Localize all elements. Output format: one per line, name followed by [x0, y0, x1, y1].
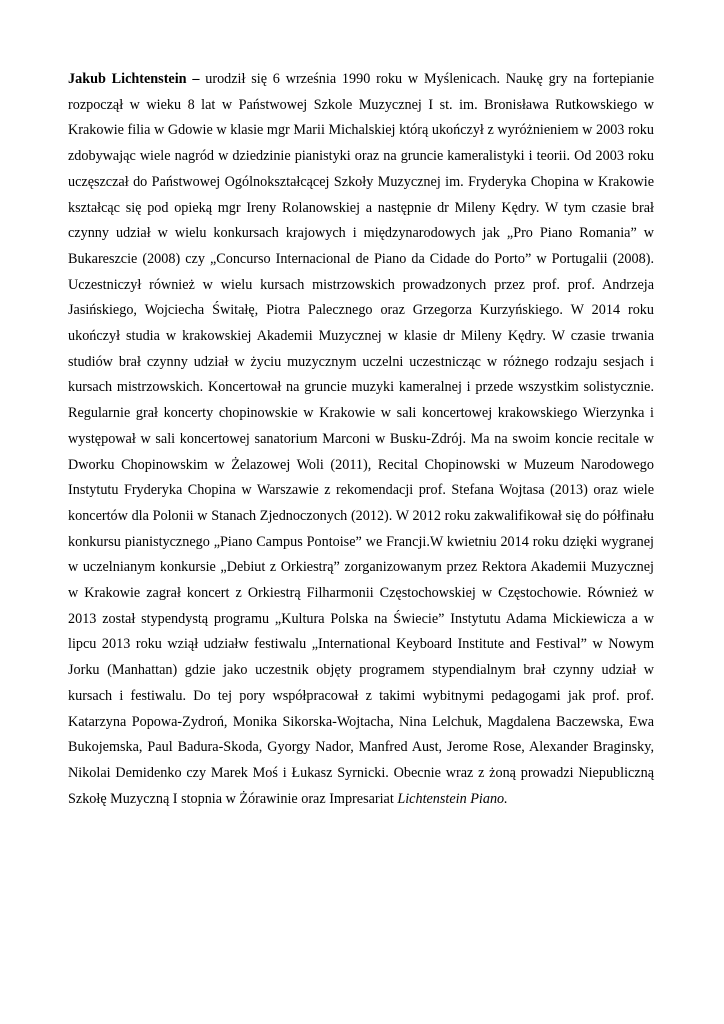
biography-page [68, 67, 654, 812]
biography-paragraph [68, 67, 654, 812]
artist-name: Jakub Lichtenstein [68, 71, 187, 87]
name-dash: – [186, 71, 206, 87]
biography-text: urodził się 6 września 1990 roku w Myślenicach. Naukę gry na fortepianie rozpoczął w wieku 8 lat w Państwowej Szkole Muzycznej I st. im. Bronisława Rutkowskiego w Krakowie filia w Gdowie w klasie mgr Marii Michalskiej którą ukończył z wyróżnieniem w 2003 roku zdobywając wiele nagród w dziedzinie pianistyki oraz na gruncie kameralistyki i teorii. Od 2003 roku uczęszczał do Państwowej Ogólnokształcącej Szkoły Muzycznej im. Fryderyka Chopina w Krakowie kształcąc się pod opieką mgr Ireny Rolanowskiej a następnie dr Mileny Kędry. W tym czasie brał czynny udział w wielu konkursach krajowych i międzynarodowych jak „Pro Piano Romania” w Bukareszcie (2008) czy „Concurso Internacional de Piano da Cidade do Porto” w Portugalii (2008). Uczestniczył również w wielu kursach mistrzowskich prowadzonych przez prof. prof. Andrzeja Jasińskiego, Wojciecha Świtałę, Piotra Palecznego oraz Grzegorza Kurzyńskiego. W 2014 roku ukończył studia w krakowskiej Akademii Muzycznej w klasie dr Mileny Kędry. W czasie trwania studiów brał czynny udział w życiu muzycznym uczelni uczestnicząc w różnego rodzaju sesjach i kursach mistrzowskich. Koncertował na gruncie muzyki kameralnej i przede wszystkim solistycznie. Regularnie grał koncerty chopinowskie w Krakowie w sali koncertowej krakowskiego Wierzynka i występował w sali koncertowej sanatorium Marconi w Busku-Zdrój. Ma na swoim koncie recitale w Dworku Chopinowskim w Żelazowej Woli (2011), Recital Chopinowski w Muzeum Narodowego Instytutu Fryderyka Chopina w Warszawie z rekomendacji prof. Stefana Wojtasa (2013) oraz wiele koncertów dla Polonii w Stanach Zjednoczonych (2012). W 2012 roku zakwalifikował się do półfinału konkursu pianistycznego „Piano Campus Pontoise” we Francji.W kwietniu 2014 roku dzięki wygranej w uczelnianym konkursie „Debiut z Orkiestrą” zorganizowanym przez Rektora Akademii Muzycznej w Krakowie zagrał koncert z Orkiestrą Filharmonii Częstochowskiej w Częstochowie. Również w 2013 został stypendystą programu „Kultura Polska na Świecie” Instytutu Adama Mickiewicza a w lipcu 2013 roku wziął udziałw festiwalu „International Keyboard Institute and Festival” w Nowym Jorku (Manhattan) gdzie jako uczestnik objęty programem stypendialnym brał czynny udział w kursach i festiwalu. Do tej pory współpracował z takimi wybitnymi pedagogami jak prof. prof. Katarzyna Popowa-Zydroń, Monika Sikorska-Wojtacha, Nina Lelchuk, Magdalena Baczewska, Ewa Bukojemska, Paul Badura-Skoda, Gyorgy Nador, Manfred Aust, Jerome Rose, Alexander Braginsky, Nikolai Demidenko czy Marek Moś i Łukasz Syrnicki. Obecnie wraz z żoną prowadzi Niepubliczną Szkołę Muzyczną I stopnia w Żórawinie oraz Impresariat [68, 71, 654, 807]
impresariat-name: Lichtenstein Piano. [397, 790, 508, 807]
